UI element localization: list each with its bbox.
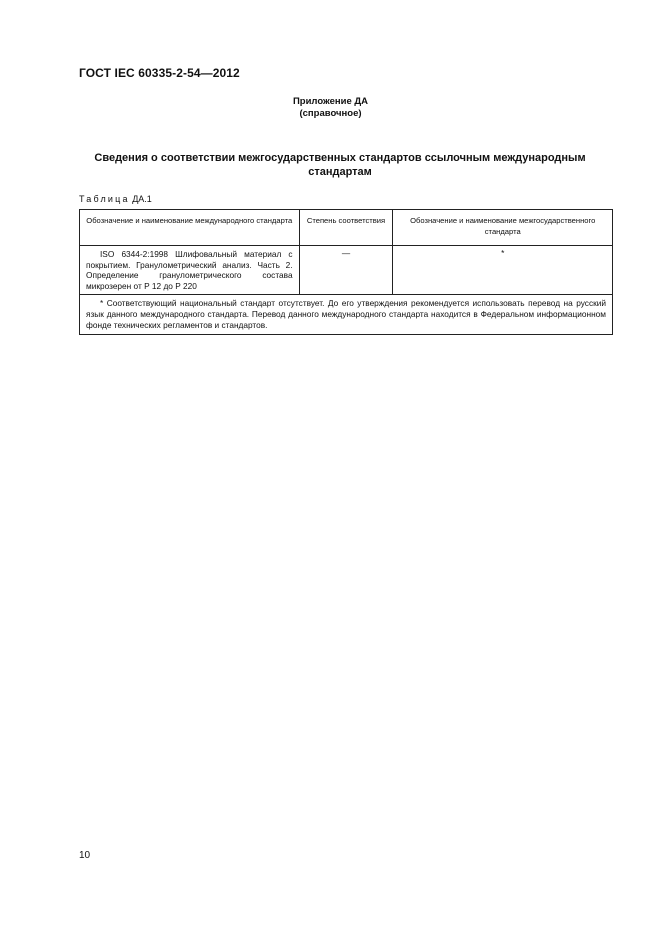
correspondence-table [79, 209, 613, 335]
header-degree: Степень соответствия [299, 210, 393, 246]
document-code: ГОСТ IEC 60335-2-54—2012 [79, 66, 240, 80]
header-international: Обозначение и наименование международного стандарта [80, 210, 300, 246]
header-interstate: Обозначение и наименование межгосударственного стандарта [393, 210, 613, 246]
page-number: 10 [79, 850, 91, 861]
annex-title: Приложение ДА [292, 96, 369, 107]
table-header-row [80, 210, 613, 246]
annex-subtitle: (справочное) [299, 108, 362, 119]
table-label-word: Таблица [79, 194, 130, 204]
table-label-number: ДА.1 [129, 194, 152, 204]
cell-degree: — [299, 246, 393, 295]
cell-interstate: * [393, 246, 613, 295]
table-label [79, 194, 152, 204]
table-footnote-row [80, 295, 613, 335]
section-title: Сведения о соответствии межгосударственных стандартов ссылочным международным стандартам [94, 152, 586, 178]
annex-heading [0, 96, 661, 120]
table-footnote: * Соответствующий национальный стандарт отсутствует. До его утверждения рекомендуется использовать перевод на русский язык данного международного стандарта. Перевод данного международного стандарта находится в Федеральном информационном фонде технических регламентов и стандартов. [80, 295, 613, 335]
cell-international: ISO 6344-2:1998 Шлифовальный материал с покрытием. Гранулометрический анализ. Часть 2. Определение гранулометрического состава микрозерен от Р 12 до Р 220 [80, 246, 300, 295]
table-row [80, 246, 613, 295]
